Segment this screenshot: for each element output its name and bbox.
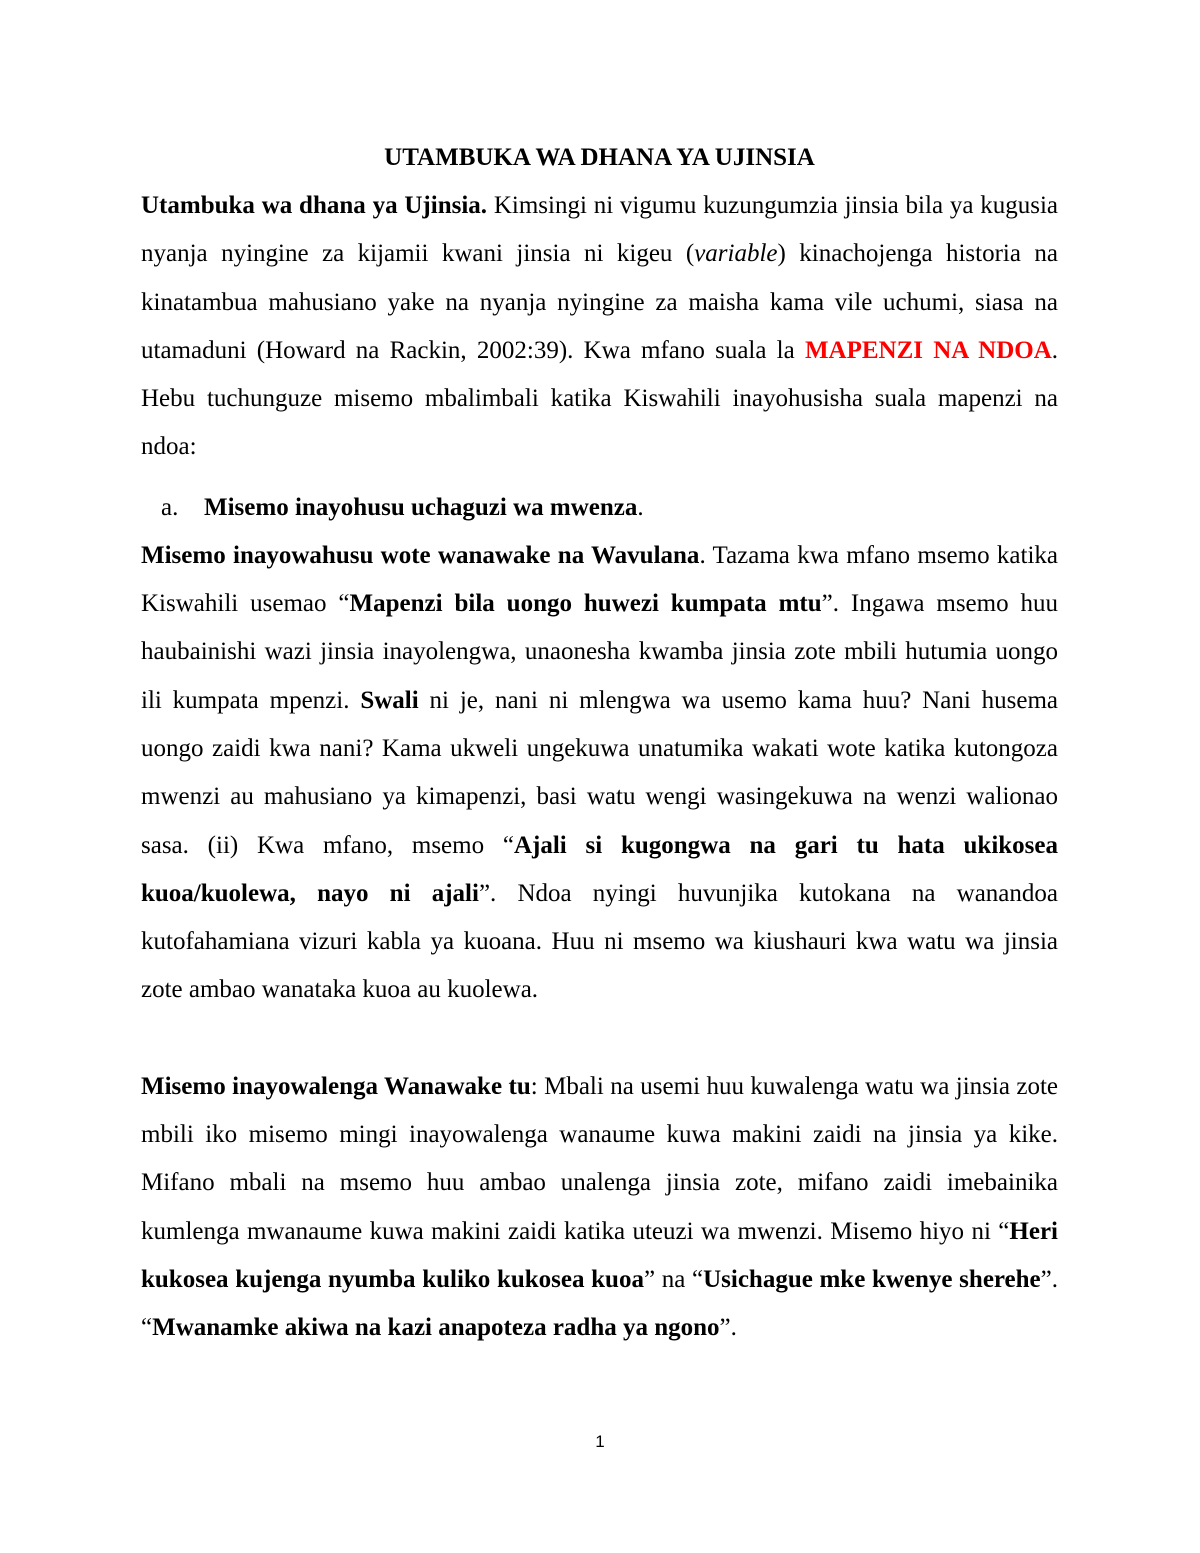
wanawake-text-2: ” na “ <box>643 1265 704 1293</box>
intro-heading: Utambuka wa dhana ya Ujinsia. <box>141 192 488 219</box>
wote-heading: Misemo inayowahusu wote wanawake na Wavulana <box>141 541 700 569</box>
intro-text-1: Kimsingi ni vigumu kuzungumzia jinsia bila ya kugusia nyanja nyingine za kijamii kwani jinsia ni kigeu ( <box>141 192 1058 268</box>
wanawake-text-3: ”. “ <box>141 1265 1059 1342</box>
wote-text-4: ”. Ndoa nyingi huvunjika kutokana na wanandoa kutofahamiana vizuri kabla ya kuoana. Huu ni msemo wa kiushauri kwa watu wa jinsia zote ambao wanataka kuoa au kuolewa. <box>141 879 1058 1004</box>
quote-ajali: Ajali si kugongwa na gari tu hata ukikosea kuoa/kuolewa, nayo ni ajali <box>141 831 1058 907</box>
quote-mapenzi-bila-uongo: Mapenzi bila uongo huwezi kumpata mtu <box>349 590 822 618</box>
document-body <box>141 134 1058 1353</box>
intro-text-3: . Hebu tuchunguze misemo mbalimbali katika Kiswahili inayohusisha suala mapenzi na ndoa: <box>141 336 1058 461</box>
intro-text-2: ) kinachojenga historia na kinatambua mahusiano yake na nyanja nyingine za maisha kama vile uchumi, siasa na utamaduni (Howard na Rackin, 2002:39). Kwa mfano suala la <box>141 240 1059 364</box>
paragraph-intro <box>141 182 1058 472</box>
page-number: 1 <box>595 1432 605 1451</box>
wote-text-3: ni je, nani ni mlengwa wa usemo kama huu? Nani husema uongo zaidi kwa nani? Kama ukweli ungekuwa unatumika wakati wote katika kutongoza mwenzi au mahusiano ya kimapenzi, basi watu wengi wasingekuwa na wenzi walionao sasa. (ii) Kwa mfano, msemo “ <box>141 686 1058 859</box>
list-item-tail: . <box>637 493 644 521</box>
quote-mwanamke-akiwa: Mwanamke akiwa na kazi anapoteza radha ya ngono <box>152 1314 720 1342</box>
highlight-mapenzi-na-ndoa: MAPENZI NA NDOA <box>804 336 1052 364</box>
list-item-heading: Misemo inayohusu uchaguzi wa mwenza <box>204 493 638 521</box>
quote-usichague-mke: Usichague mke kwenye sherehe <box>703 1265 1041 1293</box>
swali-label: Swali <box>360 686 419 714</box>
list-marker: a. <box>161 493 179 521</box>
wanawake-text-4: ”. <box>719 1314 737 1342</box>
quote-heri-kukosea: Heri kukosea kujenga nyumba kuliko kukosea kuoa <box>141 1217 1058 1293</box>
wanawake-heading: Misemo inayowalenga Wanawake tu <box>141 1072 531 1100</box>
intro-italic-term: variable <box>694 240 778 268</box>
wanawake-text-1: : Mbali na usemi huu kuwalenga watu wa jinsia zote mbili iko misemo mingi inayowalenga wanaume kuwa makini zaidi na jinsia ya kike. Mifano mbali na msemo huu ambao unalenga jinsia zote, mifano zaidi imebainika kumlenga mwanaume kuwa makini zaidi katika uteuzi wa mwenzi. Misemo hiyo ni “ <box>141 1072 1058 1245</box>
wote-text-1: . Tazama kwa mfano msemo katika Kiswahili usemao “ <box>141 541 1058 618</box>
paragraph-wote <box>141 532 1058 1015</box>
document-title: UTAMBUKA WA DHANA YA UJINSIA <box>384 144 815 171</box>
paragraph-wanawake <box>141 1063 1058 1353</box>
list-item-a <box>141 484 1058 532</box>
wote-text-2: ”. Ingawa msemo huu haubainishi wazi jinsia inayolengwa, unaonesha kwamba jinsia zote mbili hutumia uongo ili kumpata mpenzi. <box>141 590 1059 714</box>
